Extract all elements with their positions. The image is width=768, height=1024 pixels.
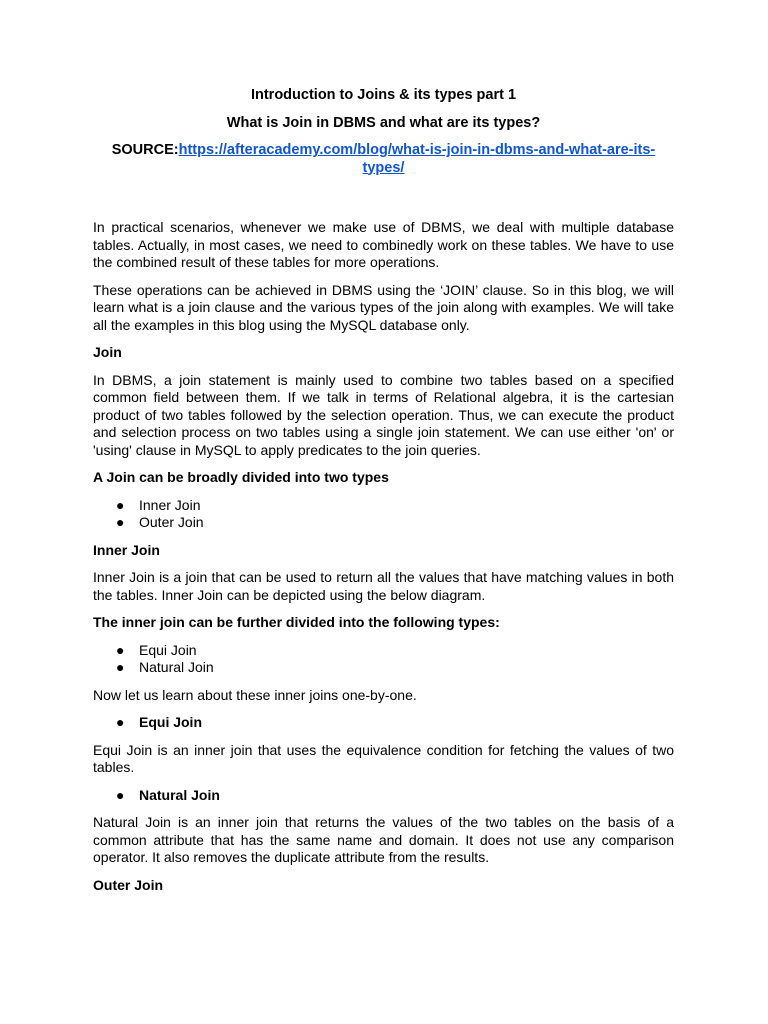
inner-types-list — [93, 642, 674, 677]
inner-join-paragraph: Inner Join is a join that can be used to return all the values that have matching values in both the tables. Inner Join can be depicted using the below diagram. — [93, 569, 674, 603]
intro-paragraph-1: In practical scenarios, whenever we make use of DBMS, we deal with multiple database tables. Actually, in most cases, we need to combinedly work on these tables. We have to use the combined result of these tables for more operations. — [93, 219, 674, 270]
list-item — [93, 497, 674, 515]
equi-join-paragraph: Equi Join is an inner join that uses the equivalence condition for fetching the values of two tables. — [93, 741, 674, 775]
document-page — [93, 87, 674, 904]
bullet-icon: ● — [116, 496, 125, 513]
bullet-icon: ● — [116, 641, 125, 658]
bullet-icon: ● — [116, 659, 125, 675]
list-item-label: Outer Join — [139, 514, 204, 530]
bullet-icon: ● — [116, 714, 125, 730]
equi-join-heading-list — [93, 714, 674, 732]
natural-join-paragraph: Natural Join is an inner join that returns the values of the two tables on the basis of a common attribute that has the same name and domain. It does not use any comparison operator. It also removes the duplicate attribute from the results. — [93, 814, 674, 865]
source-label: SOURCE: — [111, 142, 179, 158]
outer-join-heading: Outer Join — [93, 876, 164, 893]
list-item — [93, 514, 674, 532]
document-subtitle: What is Join in DBMS and what are its types? — [226, 114, 541, 131]
inner-join-heading: Inner Join — [93, 541, 160, 558]
equi-join-heading — [93, 714, 674, 732]
list-item — [93, 659, 674, 677]
join-paragraph: In DBMS, a join statement is mainly used to combine two tables based on a specified common field between them. If we talk in terms of Relational algebra, it is the cartesian product of two tables followed by the selection operation. Thus, we can execute the product and selection process on two tables using a single join statement. We can use either 'on' or 'using' clause in MySQL to apply predicates to the join queries. — [93, 371, 674, 458]
list-item-label: Natural Join — [139, 659, 214, 675]
list-item-label: Inner Join — [139, 496, 201, 513]
source-link[interactable]: https://afteracademy.com/blog/what-is-join-in-dbms-and-what-are-its-types/ — [178, 142, 656, 176]
natural-join-heading-list — [93, 787, 674, 805]
inner-learn-paragraph: Now let us learn about these inner joins one-by-one. — [93, 686, 417, 703]
join-heading: Join — [93, 344, 122, 360]
bullet-icon: ● — [116, 514, 125, 530]
natural-join-heading-label: Natural Join — [139, 786, 220, 803]
bullet-icon: ● — [116, 786, 125, 803]
natural-join-heading — [93, 787, 674, 805]
equi-join-heading-label: Equi Join — [139, 714, 202, 730]
intro-paragraph-2: These operations can be achieved in DBMS using the ‘JOIN’ clause. So in this blog, we will learn what is a join clause and the various types of the join along with examples. We will take all the examples in this blog using the MySQL database only. — [93, 281, 674, 333]
join-types-heading: A Join can be broadly divided into two types — [93, 469, 389, 485]
list-item — [93, 642, 674, 660]
list-item-label: Equi Join — [139, 641, 197, 658]
inner-types-heading: The inner join can be further divided into the following types: — [93, 614, 500, 630]
source-line — [93, 142, 674, 177]
join-types-list — [93, 497, 674, 532]
document-title: Introduction to Joins & its types part 1 — [250, 87, 517, 103]
